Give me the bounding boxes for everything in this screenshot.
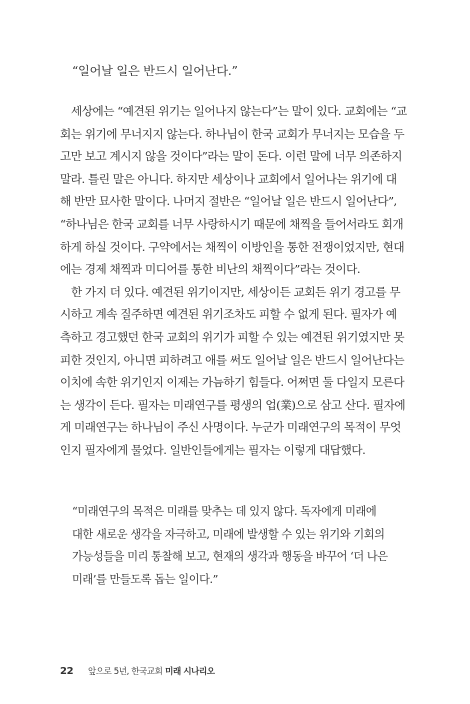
body-line: 시하고 계속 질주하면 예견된 위기조차도 피할 수 없게 된다. 필자가 예 [60,307,397,322]
body-line: 인지 필자에게 물었다. 일반인들에게는 필자는 이렇게 대답했다. [60,442,366,457]
page-number: 22 [60,666,74,677]
running-title: 앞으로 5년, 한국교회 [88,667,163,677]
body-line: 세상에는 “예견된 위기는 일어나지 않는다”는 말이 있다. 교회에는 “교 [71,104,407,118]
body-line: 이치에 속한 위기인지 이제는 가늠하기 힘들다. 어쩌면 둘 다일지 모른다 [60,375,405,390]
body-line: 말라. 틀린 말은 아니다. 하지만 세상이나 교회에서 일어나는 위기에 대 [60,171,397,186]
body-line: “하나님은 한국 교회를 너무 사랑하시기 때문에 채찍을 들어서라도 회개 [60,216,404,231]
body-line: 에는 경제 채찍과 미디어를 통한 비난의 채찍이다”라는 것이다. [60,262,361,277]
body-line: 는 생각이 든다. 필자는 미래연구를 평생의 업(業)으로 삼고 산다. 필자에 [60,397,406,412]
body-line: 회는 위기에 무너지지 않는다. 하나님이 한국 교회가 무너지는 모습을 두 [60,126,405,141]
body-line: 해 반만 묘사한 말이다. 나머지 절반은 “일어날 일은 반드시 일어난다”, [60,194,397,209]
quote-line: 가능성들을 미리 통찰해 보고, 현재의 생각과 행동을 바꾸어 ‘더 나은 [72,550,388,564]
body-line: 피한 것인지, 아니면 피하려고 애를 써도 일어날 일은 반드시 일어난다는 [60,352,405,367]
running-title-emphasis: 미래 시나리오 [165,667,215,677]
quote-line: 대한 새로운 생각을 자극하고, 미래에 발생할 수 있는 위기와 기회의 [72,527,385,541]
body-line: 한 가지 더 있다. 예견된 위기이지만, 세상이든 교회든 위기 경고를 무 [71,284,401,299]
body-line: 고만 보고 계시지 않을 것이다”라는 말이 돈다. 이런 말에 너무 의존하지 [60,149,403,164]
quote-line: 미래’를 만들도록 돕는 일이다.” [72,572,218,586]
heading-quote: “일어날 일은 반드시 일어난다.” [72,64,238,78]
block-quote [72,501,412,591]
body-line: 게 미래연구는 하나님이 주신 사명이다. 누군가 미래연구의 목적이 무엇 [60,420,401,435]
quote-line: “미래연구의 목적은 미래를 맞추는 데 있지 않다. 독자에게 미래에 [72,505,377,518]
body-text [60,100,412,462]
body-line: 하게 하실 것이다. 구약에서는 채찍이 이방인을 통한 전쟁이었지만, 현대 [60,239,405,254]
body-line: 측하고 경고했던 한국 교회의 위기가 피할 수 있는 예견된 위기였지만 못 [60,329,405,344]
page-footer [60,665,215,677]
